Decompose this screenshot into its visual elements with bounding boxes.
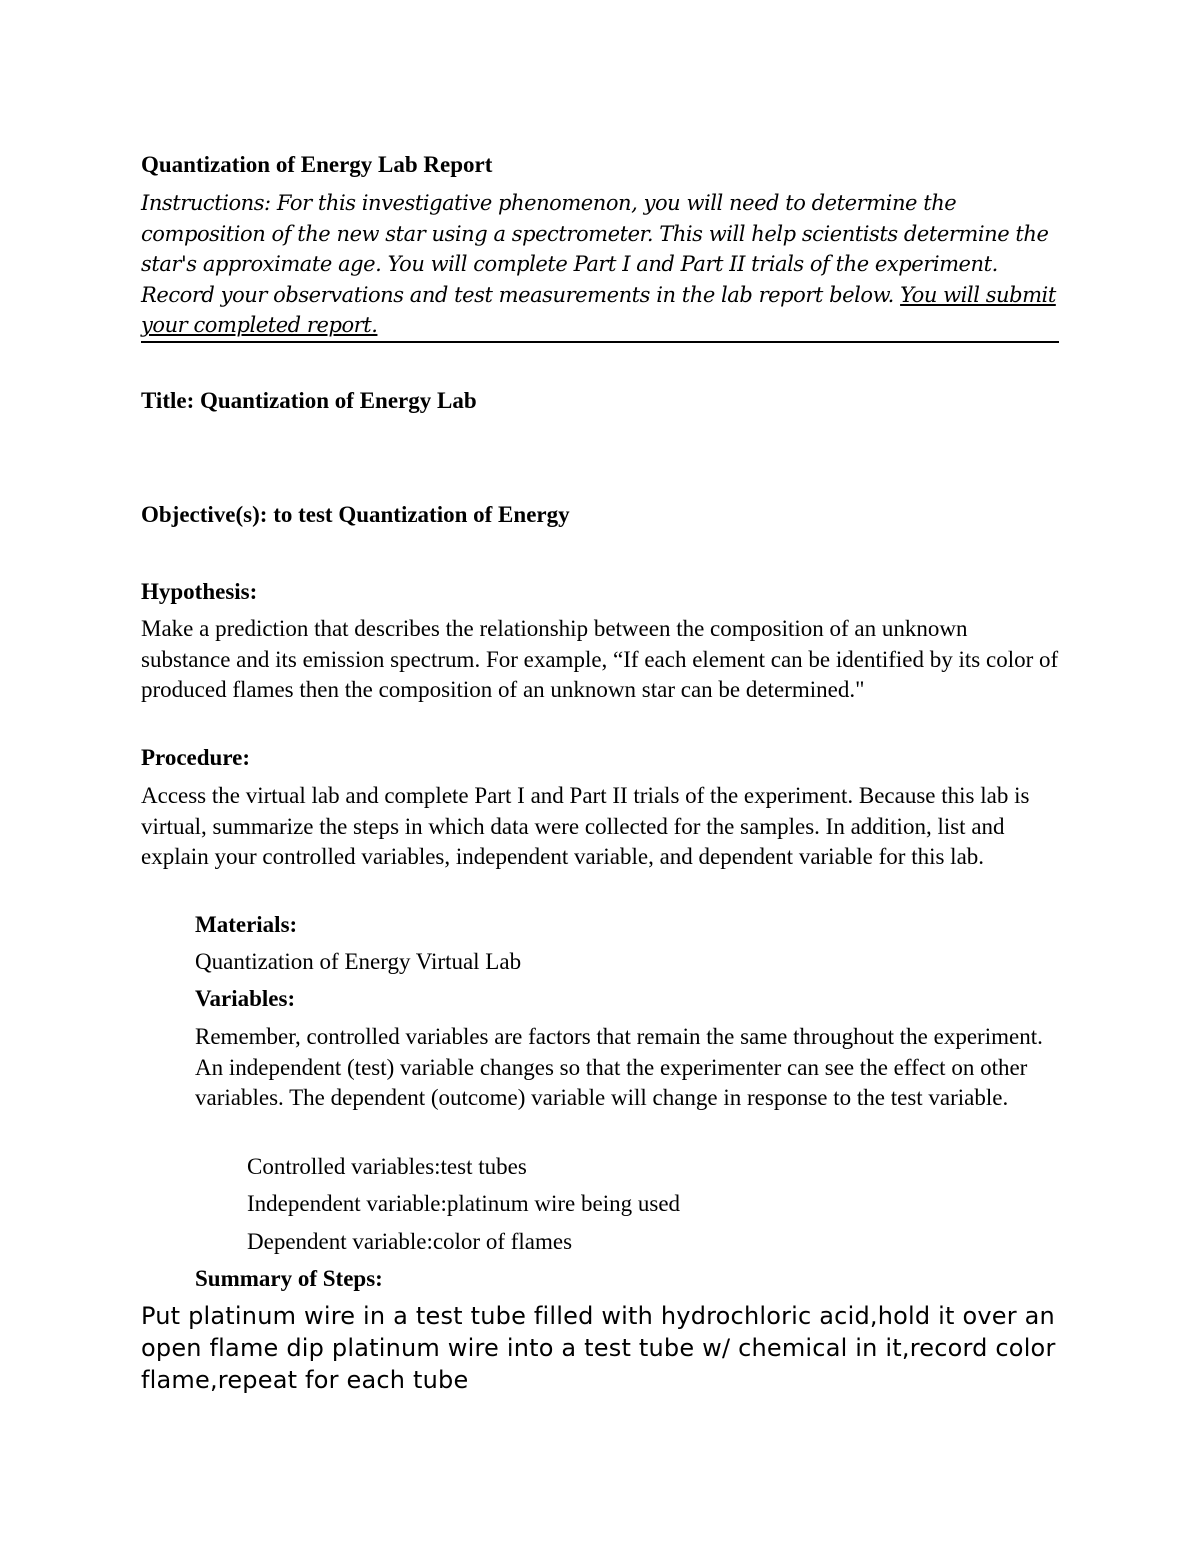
document-page bbox=[141, 0, 1059, 1553]
materials-text: Quantization of Energy Virtual Lab bbox=[195, 949, 522, 974]
dependent-variable: Dependent variable:color of flames bbox=[247, 1229, 573, 1254]
controlled-variables: Controlled variables:test tubes bbox=[247, 1154, 527, 1179]
summary-label: Summary of Steps: bbox=[195, 1266, 383, 1291]
hypothesis-text: Make a prediction that describes the relationship between the composition of an unknown substance and its emission spectrum. For example, “If each element can be identified by its color of produced flames then the composition of an unknown star can be determined." bbox=[141, 616, 1059, 702]
independent-variable: Independent variable:platinum wire being used bbox=[247, 1191, 681, 1216]
objective-line: Objective(s): to test Quantization of Energy bbox=[141, 502, 570, 527]
instructions-block bbox=[141, 188, 1059, 343]
title-line: Title: Quantization of Energy Lab bbox=[141, 388, 477, 413]
variables-text: Remember, controlled variables are factors that remain the same throughout the experiment. An independent (test) variable changes so that the experimenter can see the effect on other variables. The dependent (outcome) variable will change in response to the test variable. bbox=[195, 1024, 1043, 1110]
materials-label: Materials: bbox=[195, 912, 298, 937]
summary-text: Put platinum wire in a test tube filled with hydrochloric acid,hold it over an open flame dip platinum wire into a test tube w/ chemical in it,record color flame,repeat for each tube bbox=[141, 1302, 1056, 1394]
variables-label: Variables: bbox=[195, 986, 296, 1011]
procedure-text: Access the virtual lab and complete Part I and Part II trials of the experiment. Because this lab is virtual, summarize the steps in which data were collected for the samples. In addition, list and explain your controlled variables, independent variable, and dependent variable for this lab. bbox=[141, 783, 1030, 869]
instructions-text: Instructions: For this investigative phenomenon, you will need to determine the composition of the new star using a spectrometer. This will help scientists determine the star's approximate age. You will complete Part I and Part II trials of the experiment. Record your observations and test measurements in the lab report below. bbox=[141, 191, 1049, 307]
instructions-submit-note: You will submit your completed report. bbox=[141, 282, 1056, 338]
report-title: Quantization of Energy Lab Report bbox=[141, 152, 493, 177]
hypothesis-label: Hypothesis: bbox=[141, 579, 258, 604]
procedure-label: Procedure: bbox=[141, 745, 251, 770]
